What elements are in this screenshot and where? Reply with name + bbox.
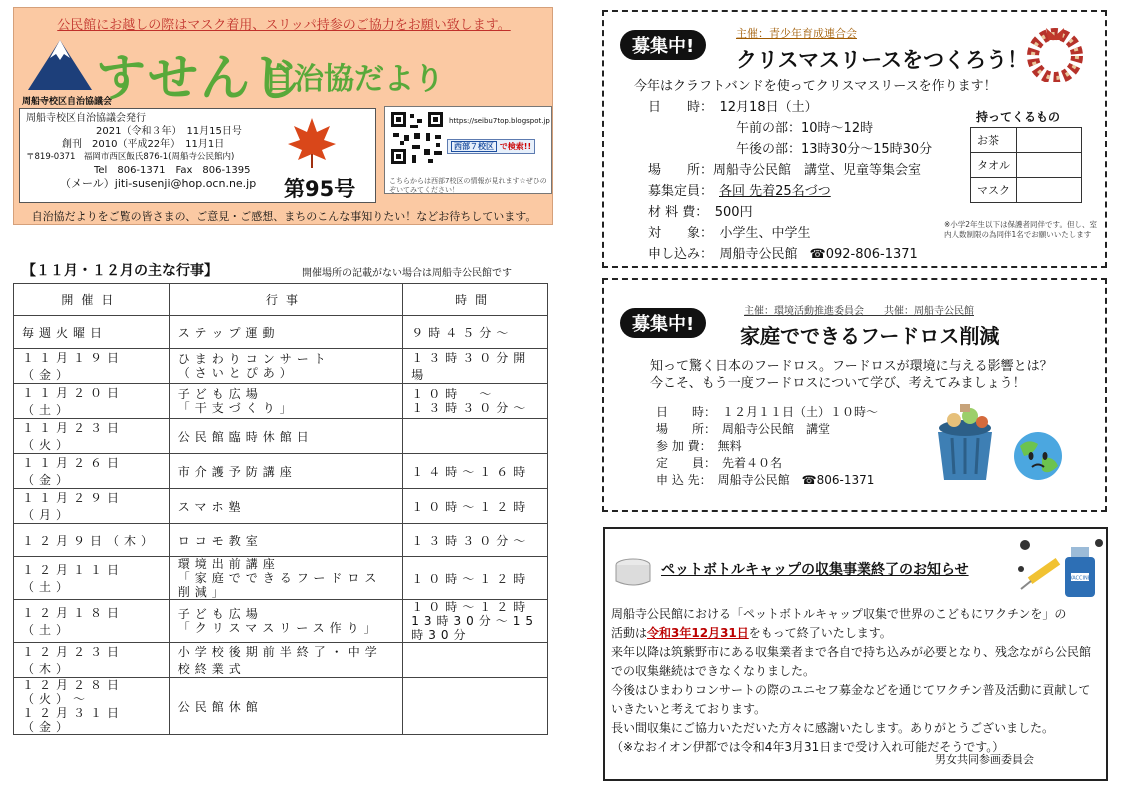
schedule-event <box>169 524 402 557</box>
org-name: 周船寺校区自治協議会 <box>22 97 113 107</box>
phone-icon: ☎ <box>809 247 826 262</box>
bring-row <box>971 178 1082 203</box>
schedule-event-text: 公民館臨時休館日 <box>177 429 314 444</box>
xmas-apply-row <box>648 244 968 265</box>
schedule-row <box>14 489 548 524</box>
qr-note: こちらからは西部7校区の情報が見れます☆ぜひのぞいてみてください！ <box>389 177 547 194</box>
vaccine-syringe-icon <box>1015 533 1107 605</box>
xmas-small-note: ※小学2年生以下は保護者同伴です。但し、室内人数制限の為同伴1名でお願いいたします <box>944 220 1097 239</box>
tel-fax: Tel 806-1371 Fax 806-1395 <box>94 165 251 176</box>
xmas-fee: 材 料 費： 500円 <box>648 205 753 220</box>
end-date: 令和3年12月31日 <box>647 626 749 640</box>
schedule-time <box>403 557 548 600</box>
phone-icon: ☎ <box>801 473 817 487</box>
schedule-row <box>14 524 548 557</box>
schedule-event-text: ステップ運動 <box>177 325 280 340</box>
schedule-time <box>403 643 548 678</box>
food-loss-event-box <box>602 278 1107 512</box>
vaccine-label: VACCINE <box>1069 575 1091 582</box>
schedule-date <box>14 349 170 384</box>
header-time: 時間 <box>403 284 548 316</box>
bring-items-table <box>970 127 1082 203</box>
xmas-wreath-event-box <box>602 10 1107 268</box>
cap-line-end <box>611 624 1101 643</box>
food-date: 日 時： １２月１１日（土）１０時～ <box>656 405 879 419</box>
schedule-date <box>14 678 170 735</box>
food-place: 場 所： 周船寺公民館 講堂 <box>656 422 831 436</box>
schedule-table <box>13 283 548 735</box>
schedule-event-text: 公民館休館 <box>177 699 263 714</box>
schedule-event <box>169 489 402 524</box>
bring-check <box>1017 178 1082 203</box>
xmas-sponsor: 主催：青少年育成連合会 <box>736 27 857 40</box>
xmas-capacity-label: 募集定員： <box>648 184 714 199</box>
xmas-capacity-row <box>648 181 968 202</box>
bring-item: マスク <box>971 178 1017 203</box>
cap-paragraph: 今後はひまわりコンサートの際のユニセフ募金などを通じてワクチン普及活動に貢献していきたいと考えております。 <box>611 683 1091 716</box>
schedule-time-text: １３時３０分～ <box>411 401 531 415</box>
cap-notice-body <box>611 605 1101 757</box>
schedule-event-text: 子ども広場 <box>177 607 263 621</box>
schedule-time-text: １０時～１２時 <box>411 600 531 614</box>
food-details <box>656 404 878 489</box>
schedule-header-row <box>14 284 548 316</box>
bring-item: タオル <box>971 153 1017 178</box>
bring-item: お茶 <box>971 128 1017 153</box>
bring-row <box>971 128 1082 153</box>
cap-paragraph: 長い間収集にご協力いただいた方々に感謝いたします。ありがとうございました。 <box>611 721 1055 735</box>
recruiting-badge: 募集中! <box>620 30 706 60</box>
schedule-date-text: １１月２９日（月） <box>22 491 125 522</box>
schedule-time <box>403 454 548 489</box>
schedule-event <box>169 419 402 454</box>
header-date: 開催日 <box>14 284 170 316</box>
schedule-time-text: 13時30分～15時30分 <box>411 614 539 642</box>
schedule-date-text: １２月３１日（金） <box>22 706 125 734</box>
schedule-time <box>403 349 548 384</box>
xmas-apply-tel: 092-806-1371 <box>825 247 918 262</box>
food-apply-row <box>656 472 878 489</box>
xmas-apply: 申し込み： 周船寺公民館 <box>648 247 798 262</box>
schedule-row <box>14 349 548 384</box>
schedule-event <box>169 678 402 735</box>
qr-code-icon[interactable] <box>390 111 444 165</box>
schedule-row <box>14 600 548 643</box>
schedule-time-text: １３時３０分開場 <box>411 351 531 382</box>
email: （メール）jiti-susenji@hop.ocn.ne.jp <box>60 177 257 190</box>
schedule-row <box>14 384 548 419</box>
schedule-time-text: １０時 ～ <box>411 387 497 401</box>
cap-text: 活動は <box>611 626 648 640</box>
schedule-date <box>14 643 170 678</box>
mountain-logo-icon <box>28 38 94 94</box>
mask-notice: 公民館にお越しの際はマスク着用、スリッパ持参のご協力をお願い致します。 <box>57 18 511 33</box>
blog-url[interactable]: https://seibu7top.blogspot.jp <box>449 117 550 125</box>
xmas-details <box>648 97 968 265</box>
recruiting-badge: 募集中! <box>620 308 706 338</box>
schedule-body <box>14 316 548 735</box>
search-keyword-button <box>447 139 535 154</box>
schedule-event-text: スマホ塾 <box>177 499 246 514</box>
xmas-pm: 午後の部：13時30分～15時30分 <box>736 142 933 157</box>
schedule-time-text: １４時～１６時 <box>411 464 531 479</box>
cap-signature: 男女共同参画委員会 <box>935 753 1034 766</box>
maple-leaf-icon <box>286 116 338 168</box>
food-lead <box>650 358 1053 392</box>
search-keyword: 西部７校区 <box>451 141 497 152</box>
schedule-time-text: １０時～１２時 <box>411 499 531 514</box>
schedule-time <box>403 524 548 557</box>
schedule-row <box>14 643 548 678</box>
schedule-date-text: １２月２８日（火）～ <box>22 678 125 706</box>
schedule-date <box>14 489 170 524</box>
schedule-date-text: １２月９日（木） <box>22 533 159 548</box>
schedule-date-text: １１月２６日（金） <box>22 456 125 487</box>
schedule-time <box>403 678 548 735</box>
publisher: 周船寺校区自治協議会発行 <box>26 113 146 124</box>
schedule-date <box>14 600 170 643</box>
schedule-event-text: 環境出前講座 <box>177 557 280 571</box>
schedule-date-text: １２月１１日（土） <box>22 563 125 594</box>
bottle-cap-icon <box>613 557 653 589</box>
schedule-event-text: 小学校後期前半終了・中学校終業式 <box>177 645 382 676</box>
schedule-note: 開催場所の記載がない場合は周船寺公民館です <box>302 268 512 279</box>
schedule-event-text: ロコモ教室 <box>177 533 263 548</box>
xmas-title: クリスマスリースをつくろう！ <box>736 48 1029 72</box>
schedule-date <box>14 557 170 600</box>
schedule-date-text: 毎週火曜日 <box>22 325 108 340</box>
schedule-date <box>14 454 170 489</box>
cap-paragraph: （※なおイオン伊都では令和4年3月31日まで受け入れ可能だそうです。） <box>611 740 1005 754</box>
schedule-time <box>403 489 548 524</box>
schedule-event-text: 子ども広場 <box>177 387 263 401</box>
food-lead-line: 知って驚く日本のフードロス。フードロスが環境に与える影響とは？ <box>650 359 1053 374</box>
xmas-lead: 今年はクラフトバンドを使ってクリスマスリースを作ります！ <box>634 79 997 94</box>
schedule-event-text: ひまわりコンサート <box>177 352 331 366</box>
food-lead-line: 今こそ、もう一度フードロスについて学び、考えてみましょう！ <box>650 376 1026 391</box>
schedule-time-text: ９時４５分～ <box>411 325 514 340</box>
food-capacity: 定 員： 先着４０名 <box>656 456 783 470</box>
schedule-date-text: １１月２０日（土） <box>22 386 125 417</box>
founded-date: 創刊 2010（平成22年） 11月1日 <box>62 139 225 150</box>
newsletter-header <box>13 7 553 225</box>
schedule-event <box>169 600 402 643</box>
feedback-message: 自治協だよりをご覧の皆さまの、ご意見・ご感想、まちのこんな事知りたい！などお待ちしています。 <box>31 210 537 223</box>
schedule-row <box>14 557 548 600</box>
schedule-event <box>169 643 402 678</box>
schedule-event-text: 「干支づくり」 <box>177 401 297 415</box>
wreath-icon <box>1018 22 1092 82</box>
schedule-time <box>403 316 548 349</box>
schedule-time-text: １３時３０分～ <box>411 533 531 548</box>
issue-date: 2021（令和３年） 11月15日号 <box>96 126 242 137</box>
bring-title: 持ってくるもの <box>976 110 1061 124</box>
schedule-date <box>14 524 170 557</box>
schedule-date <box>14 384 170 419</box>
schedule-time-text: １０時～１２時 <box>411 571 531 586</box>
schedule-date-text: １２月２３日（木） <box>22 645 125 676</box>
newsletter-subtitle: 自治協だより <box>264 62 444 97</box>
cap-text: をもって終了いたします。 <box>748 626 892 640</box>
schedule-time <box>403 600 548 643</box>
blog-qr-box <box>384 106 552 194</box>
schedule-row <box>14 454 548 489</box>
schedule-date-text: １２月１８日（土） <box>22 606 125 637</box>
earth-character-icon <box>1008 426 1068 486</box>
search-suffix: で検索!! <box>499 142 532 151</box>
xmas-place: 場 所：周船寺公民館 講堂、児童等集会室 <box>648 163 922 178</box>
cap-notice-title: ペットボトルキャップの収集事業終了のお知らせ <box>661 562 969 578</box>
bring-check <box>1017 128 1082 153</box>
schedule-row <box>14 419 548 454</box>
schedule-date <box>14 419 170 454</box>
trash-can-food-icon <box>930 402 1000 482</box>
schedule-event-text: 市介護予防講座 <box>177 464 297 479</box>
food-fee: 参 加 費： 無料 <box>656 439 742 453</box>
food-apply-tel: 806-1371 <box>816 473 875 487</box>
newsletter-title: すせんじ <box>96 49 304 107</box>
header-event: 行事 <box>169 284 402 316</box>
schedule-event <box>169 349 402 384</box>
xmas-target: 対 象： 小学生、中学生 <box>648 226 811 241</box>
schedule-event <box>169 557 402 600</box>
bring-check <box>1017 153 1082 178</box>
bring-row <box>971 153 1082 178</box>
xmas-am: 午前の部：10時～12時 <box>736 121 874 136</box>
schedule-event <box>169 316 402 349</box>
schedule-date-text: １１月２３日（火） <box>22 421 125 452</box>
food-title: 家庭でできるフードロス削減 <box>740 324 1000 348</box>
schedule-row <box>14 678 548 735</box>
schedule-event-text: 「家庭でできるフードロス削減」 <box>177 571 382 599</box>
schedule-event-text: 「クリスマスリース作り」 <box>177 621 381 635</box>
food-apply: 申 込 先： 周船寺公民館 <box>656 473 790 487</box>
cap-line: 周船寺公民館における「ペットボトルキャップ収集で世界のこどもにワクチンを」の <box>611 607 1067 621</box>
schedule-event <box>169 454 402 489</box>
schedule-row <box>14 316 548 349</box>
schedule-time <box>403 419 548 454</box>
cap-paragraph: 来年以降は筑紫野市にある収集業者まで各自で持ち込みが必要となり、残念ながら公民館での収集継続はできなくなりました。 <box>611 645 1092 678</box>
schedule-title: 【１１月・１２月の主な行事】 <box>22 263 218 279</box>
bottle-cap-notice-box <box>603 527 1108 781</box>
xmas-capacity: 各回 先着25名づつ <box>719 184 831 199</box>
schedule-event-text: （さいとぴあ） <box>177 366 297 380</box>
xmas-date: 日 時： 12月18日（土） <box>648 100 818 115</box>
schedule-time <box>403 384 548 419</box>
schedule-event <box>169 384 402 419</box>
schedule-date <box>14 316 170 349</box>
address: 〒819-0371 福岡市西区飯氏876-1(周船寺公民館内) <box>26 152 235 162</box>
schedule-date-text: １１月１９日（金） <box>22 351 125 382</box>
issue-number: 第95号 <box>284 177 356 201</box>
food-sponsor: 主催：環境活動推進委員会 共催：周船寺公民館 <box>744 306 974 317</box>
